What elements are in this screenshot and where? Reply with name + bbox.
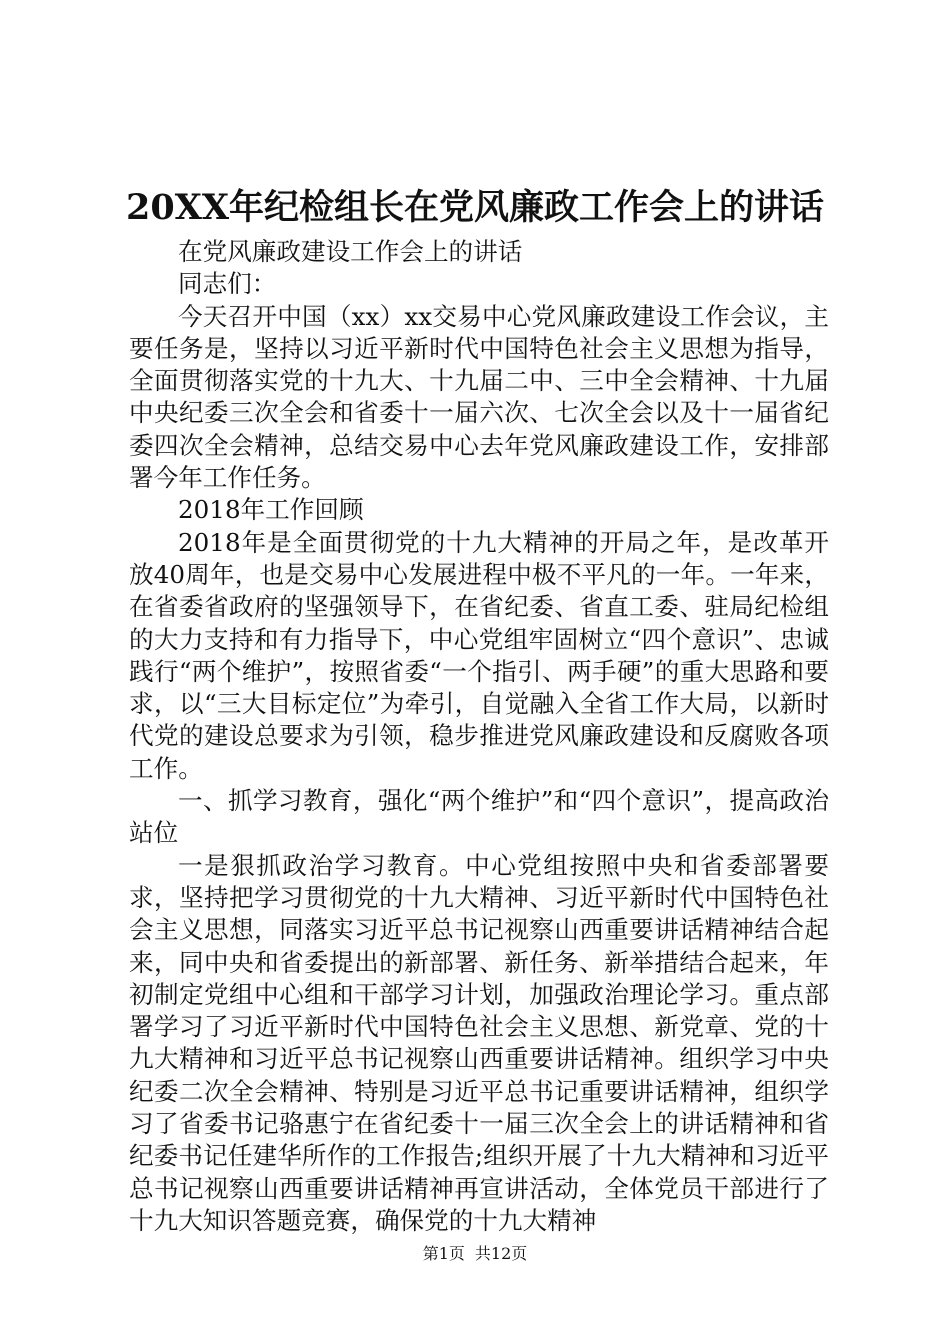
section-heading: 一、抓学习教育，强化“两个维护”和“四个意识”，提高政治站位 (129, 786, 829, 848)
subtitle-paragraph: 在党风廉政建设工作会上的讲话 (178, 237, 523, 266)
body-paragraph: 今天召开中国（xx）xx交易中心党风廉政建设工作会议，主要任务是，坚持以习近平新时代中国特色社会主义思想为指导，全面贯彻落实党的十九大、十九届二中、三中全会精神、十九届中央纪委三次全会和省委十一届六次、七次全会以及十一届省纪委四次全会精神，总结交易中心去年党风廉政建设工作，安排部署今年工作任务。 (129, 301, 829, 493)
page-total: 共12页 (474, 1244, 528, 1263)
body-paragraph: 一是狠抓政治学习教育。中心党组按照中央和省委部署要求，坚持把学习贯彻党的十九大精神、习近平新时代中国特色社会主义思想，同落实习近平总书记视察山西重要讲话精神结合起来，同中央和省委提出的新部署、新任务、新举措结合起来，年初制定党组中心组和干部学习计划，加强政治理论学习。重点部署学习了习近平新时代中国特色社会主义思想、新党章、党的十九大精神和习近平总书记视察山西重要讲话精神。组织学习中央纪委二次全会精神、特别是习近平总书记重要讲话精神，组织学习了省委书记骆惠宁在省纪委十一届三次全会上的讲话精神和省纪委书记任建华所作的工作报告;组织开展了十九大精神和习近平总书记视察山西重要讲话精神再宣讲活动，全体党员干部进行了十九大知识答题竞赛，确保党的十九大精神 (129, 850, 829, 1235)
body-paragraph: 2018年是全面贯彻党的十九大精神的开局之年，是改革开放40周年，也是交易中心发展进程中极不平凡的一年。一年来，在省委省政府的坚强领导下，在省纪委、省直工委、驻局纪检组的大力支持和有力指导下，中心党组牢固树立“四个意识”、忠诚践行“两个维护”，按照省委“一个指引、两手硬”的重大思路和要求，以“三大目标定位”为牵引，自觉融入全省工作大局，以新时代党的建设总要求为引领，稳步推进党风廉政建设和反腐败各项工作。 (129, 527, 829, 783)
document-title: 20XX年纪检组长在党风廉政工作会上的讲话 (125, 187, 825, 228)
document-body (129, 236, 829, 1237)
page-number: 第1页 (422, 1244, 465, 1263)
salutation-paragraph: 同志们： (178, 269, 277, 299)
page-footer (0, 1242, 950, 1266)
section-heading: 2018年工作回顾 (178, 495, 364, 525)
